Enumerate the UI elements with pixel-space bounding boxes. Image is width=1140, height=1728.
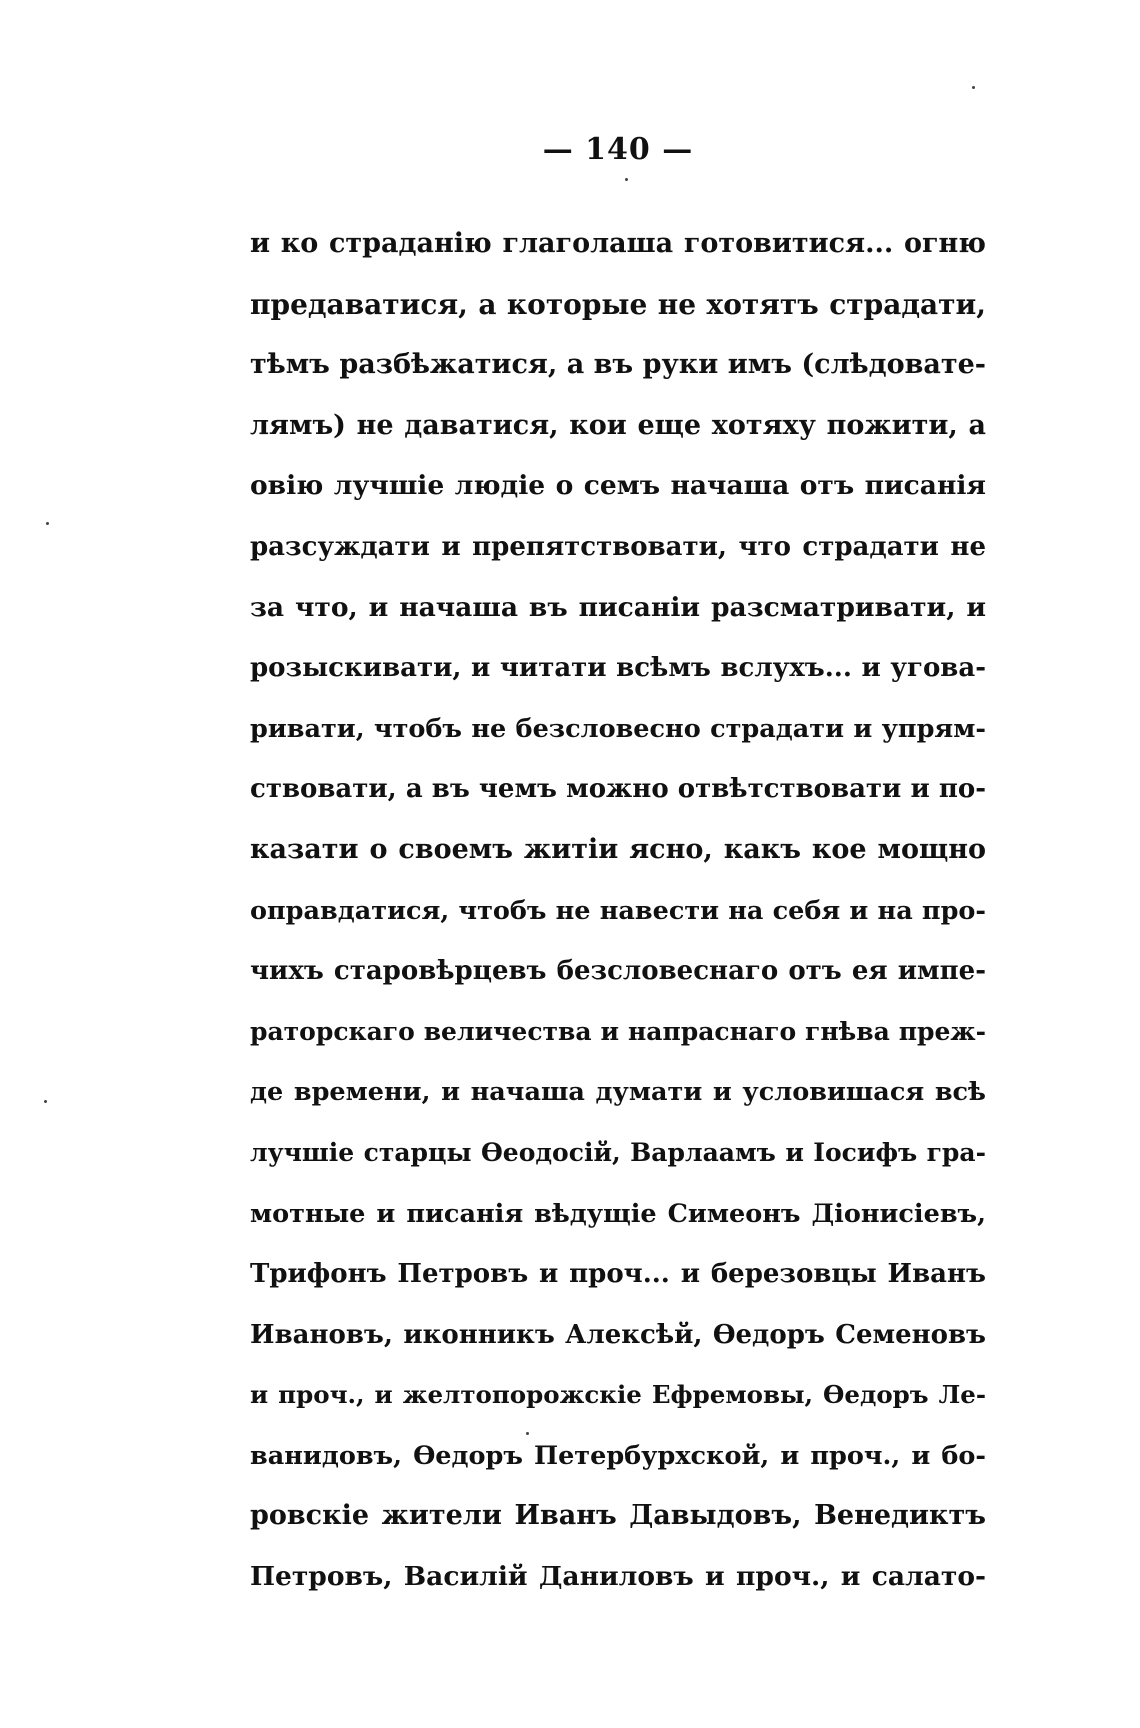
scan-speck	[625, 178, 628, 181]
text-line: Ивановъ, иконникъ Алексѣй, Ѳедоръ Семеновъ	[250, 1319, 986, 1350]
text-line: чихъ старовѣрцевъ безсловеснаго отъ ея импе-	[250, 956, 986, 987]
text-line: ривати, чтобъ не безсловесно страдати и упрям-	[250, 713, 986, 744]
text-line: лучшіе старцы Ѳеодосій, Варлаамъ и Іосифъ гра-	[250, 1137, 986, 1167]
text-line: и ко страданію глаголаша готовитися... огню	[250, 228, 986, 259]
scan-speck	[972, 86, 975, 89]
scan-speck	[46, 522, 49, 525]
text-line: оправдатися, чтобъ не навести на себя и на про-	[250, 895, 986, 926]
text-line: де времени, и начаша думати и условишася всѣ	[250, 1077, 986, 1108]
scan-speck	[526, 1432, 529, 1435]
text-line: Петровъ, Василій Даниловъ и проч., и салато-	[250, 1561, 986, 1593]
text-line: тѣмъ разбѣжатися, а въ руки имъ (слѣдовате-	[250, 349, 986, 381]
text-line: за что, и начаша въ писаніи разсматривати, и	[250, 591, 986, 623]
scan-speck	[44, 1100, 47, 1103]
body-text	[250, 214, 986, 1608]
text-line: ванидовъ, Ѳедоръ Петербурхской, и проч., и бо-	[250, 1440, 986, 1471]
text-line: казати о своемъ житіи ясно, какъ кое мощно	[250, 833, 986, 865]
text-line: раторскаго величества и напраснаго гнѣва преж-	[250, 1016, 986, 1046]
text-line: овію лучшіе людіе о семъ начаша отъ писанія	[250, 470, 986, 502]
text-line: мотные и писанія вѣдущіе Симеонъ Діонисіевъ,	[250, 1198, 986, 1229]
text-line: ствовати, а въ чемъ можно отвѣтствовати и по-	[250, 774, 986, 805]
text-line: Трифонъ Петровъ и проч... и березовцы Иванъ	[250, 1259, 986, 1290]
page-number: — 140 —	[542, 132, 694, 167]
text-line: ровскіе жители Иванъ Давыдовъ, Венедиктъ	[250, 1500, 986, 1532]
text-line: предаватися, а которые не хотятъ страдати,	[250, 287, 986, 321]
text-line: лямъ) не даватися, кои еще хотяху пожити, а	[250, 409, 986, 441]
text-line: и проч., и желтопорожскіе Ефремовы, Ѳедоръ Ле-	[250, 1380, 986, 1410]
text-line: разсуждати и препятствовати, что страдати не	[250, 531, 986, 562]
text-line: розыскивати, и читати всѣмъ вслухъ... и угова-	[250, 653, 986, 684]
